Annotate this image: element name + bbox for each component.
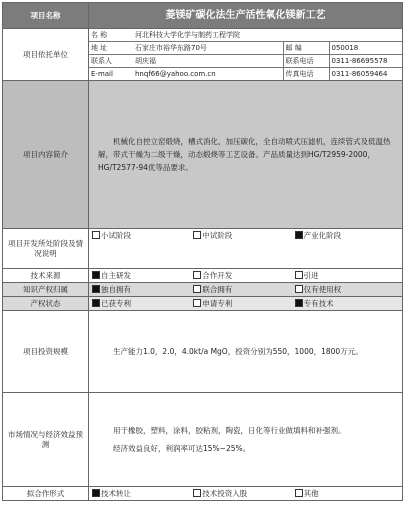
ipr-option-sole[interactable] — [92, 285, 193, 295]
coop-option-label-1: 技术投资入股 — [202, 488, 248, 498]
contact-label: 联系人 — [89, 55, 133, 68]
source-option-label-1: 合作开发 — [202, 270, 233, 280]
stage-options — [89, 229, 403, 269]
coop-row — [3, 487, 403, 501]
market-cell — [89, 393, 403, 487]
zip-value: 050018 — [329, 42, 402, 55]
status-checkbox-0[interactable] — [92, 299, 100, 307]
fax-value: 0311-86059464 — [329, 68, 402, 81]
coop-option-transfer[interactable] — [92, 489, 193, 499]
unit-label: 项目依托单位 — [3, 29, 89, 81]
ipr-option-label-2: 仅有使用权 — [303, 284, 342, 294]
coop-checkbox-2[interactable] — [295, 489, 303, 497]
market-label: 市场情况与经济效益预测 — [3, 393, 89, 487]
ipr-option-label-0: 独自拥有 — [101, 284, 131, 294]
source-option-joint[interactable] — [193, 271, 294, 281]
unit-address-value: 石家庄市裕华东路70号 — [133, 42, 283, 55]
unit-name-value: 河北科技大学化学与制药工程学院 — [133, 29, 402, 42]
zip-label: 邮 编 — [283, 42, 329, 55]
source-checkbox-1[interactable] — [193, 271, 201, 279]
stage-option-industrial[interactable] — [295, 231, 396, 241]
content-label: 项目内容简介 — [3, 81, 89, 229]
coop-option-label-2: 其他 — [303, 488, 319, 498]
content-text: 机械化自控立窑煅烧，槽式消化，加压碳化，全自动喷式压滤机，连续管式及低温热解，带式干燥为二级干燥，动态煅烧等工艺设备。产品质量达到HG/T2959-2000，HG/T2577-94优等品要求。 — [98, 137, 391, 172]
ipr-option-license[interactable] — [295, 285, 396, 295]
contact-value: 胡庆福 — [133, 55, 283, 68]
status-options — [89, 297, 403, 311]
unit-contact-row — [89, 55, 402, 68]
coop-option-other[interactable] — [295, 489, 396, 499]
email-value: hnqf66@yahoo.com.cn — [135, 70, 216, 78]
content-cell — [89, 81, 403, 229]
market-text-1: 用于橡胶，塑料，涂料，胶粘剂，陶瓷，日化等行业做填料和补强剂。 — [113, 426, 346, 435]
stage-option-midscale[interactable] — [193, 231, 294, 241]
unit-address-row — [89, 42, 402, 55]
stage-option-pilot[interactable] — [92, 231, 193, 241]
fax-label: 传真电话 — [283, 68, 329, 81]
ipr-checkbox-0[interactable] — [92, 285, 100, 293]
coop-options — [89, 487, 403, 501]
stage-option-label-0: 小试阶段 — [101, 231, 131, 240]
stage-checkbox-0[interactable] — [92, 231, 100, 239]
stage-option-label-1: 中试阶段 — [202, 231, 233, 240]
unit-details — [89, 29, 403, 81]
status-option-label-1: 申请专利 — [202, 298, 233, 308]
status-option-label-0: 已获专利 — [101, 298, 131, 308]
project-title: 菱镁矿碳化法生产活性氧化镁新工艺 — [89, 3, 403, 29]
unit-address-label: 地 址 — [89, 42, 133, 55]
stage-checkbox-2[interactable] — [295, 231, 303, 239]
unit-name-label: 名 称 — [89, 29, 133, 42]
status-option-patented[interactable] — [92, 299, 193, 309]
source-option-import[interactable] — [295, 271, 396, 281]
investment-label: 项目投资规模 — [3, 311, 89, 393]
project-name-label: 项目名称 — [3, 3, 89, 29]
status-label: 产权状态 — [3, 297, 89, 311]
status-option-label-2: 专有技术 — [303, 298, 334, 308]
unit-row — [3, 29, 403, 81]
ipr-label: 知识产权归属 — [3, 283, 89, 297]
coop-option-label-0: 技术转让 — [101, 488, 131, 498]
status-option-proprietary[interactable] — [295, 299, 396, 309]
ipr-options — [89, 283, 403, 297]
ipr-checkbox-2[interactable] — [295, 285, 303, 293]
source-row — [3, 269, 403, 283]
title-row — [3, 3, 403, 29]
email-label: E-mail — [91, 70, 113, 78]
status-option-pending[interactable] — [193, 299, 294, 309]
market-text-2: 经济效益良好，利润率可达15%~25%。 — [113, 444, 251, 453]
coop-checkbox-0[interactable] — [92, 489, 100, 497]
source-checkbox-0[interactable] — [92, 271, 100, 279]
source-options — [89, 269, 403, 283]
ipr-row — [3, 283, 403, 297]
phone-label: 联系电话 — [283, 55, 329, 68]
status-checkbox-1[interactable] — [193, 299, 201, 307]
unit-name-row — [89, 29, 402, 42]
status-row — [3, 297, 403, 311]
project-info-table — [2, 2, 403, 501]
unit-email-row — [89, 68, 402, 81]
status-checkbox-2[interactable] — [295, 299, 303, 307]
source-option-self[interactable] — [92, 271, 193, 281]
ipr-option-shared[interactable] — [193, 285, 294, 295]
coop-label: 拟合作形式 — [3, 487, 89, 501]
coop-option-equity[interactable] — [193, 489, 294, 499]
stage-option-label-2: 产业化阶段 — [303, 231, 342, 240]
coop-checkbox-1[interactable] — [193, 489, 201, 497]
investment-text: 生产能力1.0，2.0，4.0kt/a MgO，投资分别为550，1000，1800万元。 — [113, 347, 363, 356]
source-option-label-0: 自主研发 — [101, 270, 131, 280]
stage-label: 项目开发所处阶段及情况说明 — [3, 229, 89, 269]
ipr-option-label-1: 联合拥有 — [202, 284, 233, 294]
investment-cell — [89, 311, 403, 393]
phone-value: 0311-86695578 — [329, 55, 402, 68]
stage-row — [3, 229, 403, 269]
content-row — [3, 81, 403, 229]
market-row — [3, 393, 403, 487]
source-checkbox-2[interactable] — [295, 271, 303, 279]
source-option-label-2: 引进 — [303, 270, 319, 280]
investment-row — [3, 311, 403, 393]
ipr-checkbox-1[interactable] — [193, 285, 201, 293]
unit-details-table — [89, 29, 402, 80]
source-label: 技术来源 — [3, 269, 89, 283]
stage-checkbox-1[interactable] — [193, 231, 201, 239]
